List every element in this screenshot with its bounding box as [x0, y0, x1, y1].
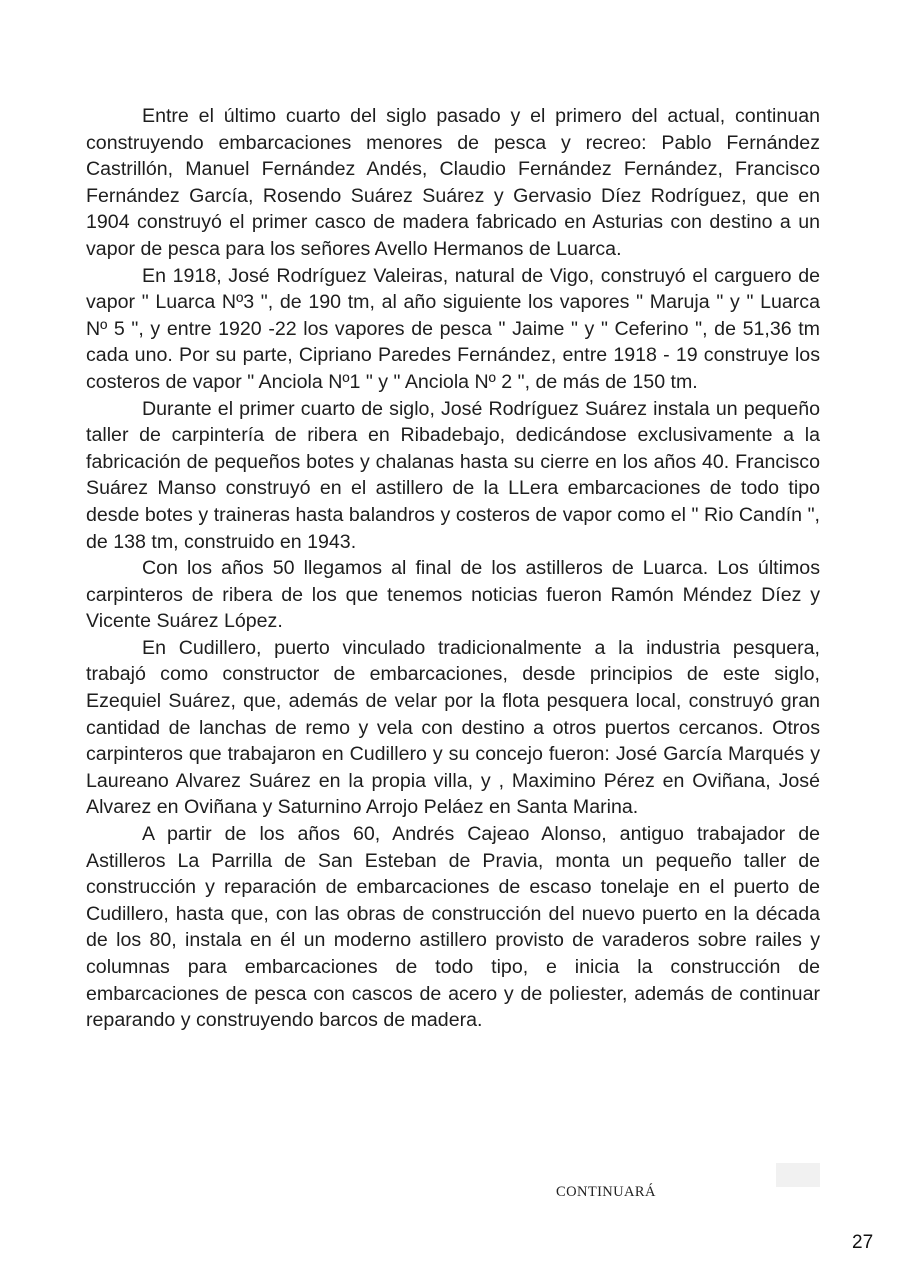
paragraph-2: En 1918, José Rodríguez Valeiras, natural de Vigo, construyó el carguero de vapor " Luarca Nº3 ", de 190 tm, al año siguiente los vapores " Maruja " y " Luarca Nº 5 ", y entre 1920 -22 los vapores de pesca " Jaime " y " Ceferino ", de 51,36 tm cada uno. Por su parte, Cipriano Paredes Fernández, entre 1918 - 19 construye los costeros de vapor " Anciola Nº1 " y " Anciola Nº 2 ", de más de 150 tm. — [86, 264, 820, 393]
paragraph-1: Entre el último cuarto del siglo pasado y el primero del actual, continuan construyendo embarcaciones menores de pesca y recreo: Pablo Fernández Castrillón, Manuel Fernández Andés, Claudio Fernández Fernández, Francisco Fernández García, Rosendo Suárez Suárez y Gervasio Díez Rodríguez, que en 1904 construyó el primer casco de madera fabricado en Asturias con destino a un vapor de pesca para los señores Avello Hermanos de Luarca. — [86, 105, 820, 260]
article-body — [86, 103, 820, 1034]
paragraph-6: A partir de los años 60, Andrés Cajeao Alonso, antiguo trabajador de Astilleros La Parrilla de San Esteban de Pravia, monta un pequeño taller de construcción y reparación de embarcaciones de escaso tonelaje en el puerto de Cudillero, hasta que, con las obras de construcción del nuevo puerto en la década de los 80, instala en él un moderno astillero provisto de varaderos sobre railes y columnas para embarcaciones de todo tipo, e inicia la construcción de embarcaciones de pesca con cascos de acero y de poliester, además de continuar reparando y construyendo barcos de madera. — [86, 823, 820, 1032]
continuation-note: CONTINUARÁ — [556, 1184, 656, 1200]
paragraph-5: En Cudillero, puerto vinculado tradicionalmente a la industria pesquera, trabajó como constructor de embarcaciones, desde principios de este siglo, Ezequiel Suárez, que, además de velar por la flota pesquera local, construyó gran cantidad de lanchas de remo y vela con destino a otros puertos cercanos. Otros carpinteros que trabajaron en Cudillero y su concejo fueron: José García Marqués y Laureano Alvarez Suárez en la propia villa, y , Maximino Pérez en Oviñana, José Alvarez en Oviñana y Saturnino Arrojo Peláez en Santa Marina. — [86, 636, 820, 819]
paragraph-3: Durante el primer cuarto de siglo, José Rodríguez Suárez instala un pequeño taller de carpintería de ribera en Ribadebajo, dedicándose exclusivamente a la fabricación de pequeños botes y chalanas hasta su cierre en los años 40. Francisco Suárez Manso construyó en el astillero de la LLera embarcaciones de todo tipo desde botes y traineras hasta balandros y costeros de vapor como el " Rio Candín ", de 138 tm, construido en 1943. — [86, 397, 820, 553]
scan-smudge — [776, 1163, 820, 1187]
page-number: 27 — [852, 1232, 874, 1253]
paragraph-4: Con los años 50 llegamos al final de los astilleros de Luarca. Los últimos carpinteros de ribera de los que tenemos noticias fueron Ramón Méndez Díez y Vicente Suárez López. — [86, 557, 820, 633]
